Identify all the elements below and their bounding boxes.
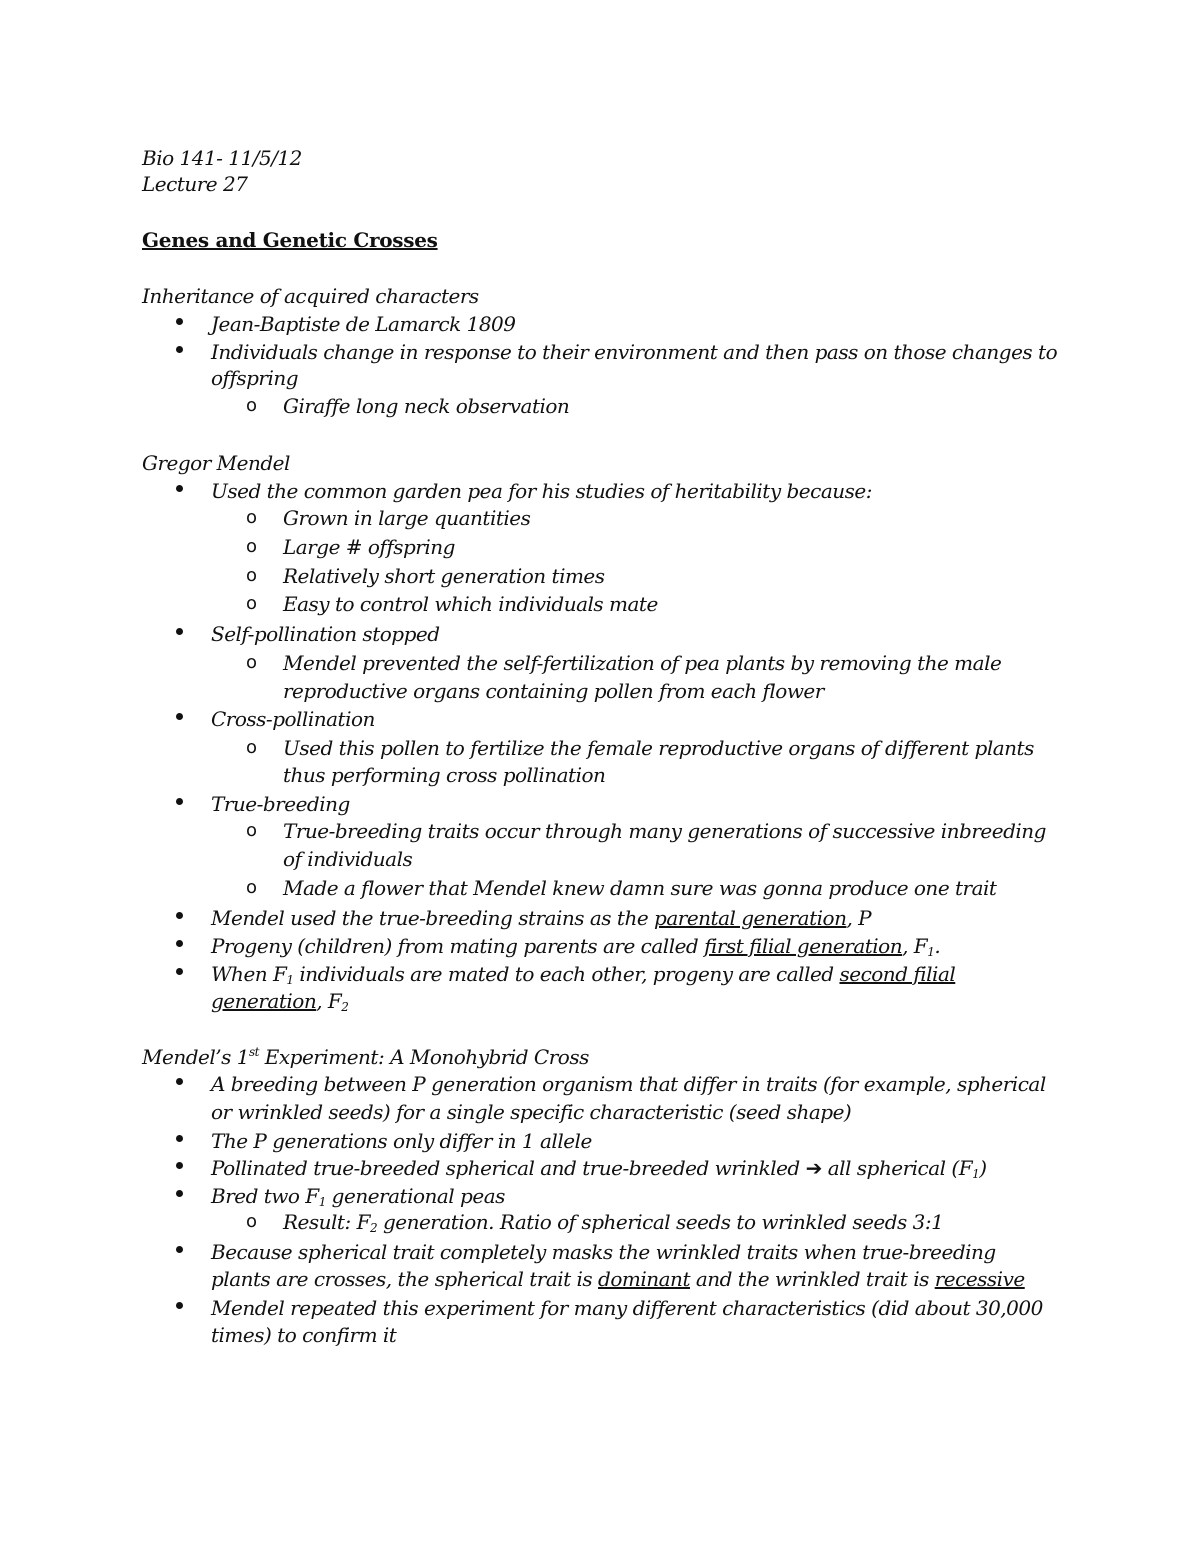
lecture-number: Lecture 27 [142,172,248,196]
bullet-icon [176,1190,183,1197]
list-item: Used the common garden pea for his studies of heritability because: [211,479,872,503]
sub-bullet-icon: o [246,820,258,841]
sub-bullet-icon: o [246,395,258,416]
sub-list-item-continuation: reproductive organs containing pollen from each flower [283,679,824,703]
sub-list-item: Grown in large quantities [283,506,531,530]
sub-list-item: Relatively short generation times [283,564,605,588]
list-item-continuation: times) to confirm it [211,1323,397,1347]
right-arrow-icon: ➔ [805,1156,822,1180]
list-item: Progeny (children) from mating parents are called first filial generation, $F_1$. [211,934,941,959]
bullet-icon [176,968,183,975]
bullet-icon [176,318,183,325]
document-title: Genes and Genetic Crosses [142,228,438,252]
list-item: Cross-pollination [211,707,375,731]
list-item-continuation: or wrinkled seeds) for a single specific characteristic (seed shape) [211,1100,852,1124]
sub-bullet-icon: o [246,565,258,586]
sub-list-item-continuation: thus performing cross pollination [283,763,606,787]
sub-bullet-icon: o [246,536,258,557]
section-heading-lamarck: Inheritance of acquired characters [142,284,479,308]
bullet-icon [176,940,183,947]
sub-list-item: Used this pollen to fertilize the female reproductive organs of different plants [283,736,1034,760]
bullet-icon [176,1246,183,1253]
bullet-icon [176,628,183,635]
list-item: Bred two $F_1$ generational peas [211,1184,505,1209]
list-item: Self-pollination stopped [211,622,440,646]
sub-list-item: Mendel prevented the self-fertilization of pea plants by removing the male [283,651,1002,675]
list-item: When $F_1$ individuals are mated to each other, progeny are called second filial [211,962,956,987]
bullet-icon [176,485,183,492]
list-item-continuation: generation, $F_2$ [211,989,349,1014]
section-heading-mendel: Gregor Mendel [142,451,290,475]
course-date: Bio 141- 11/5/12 [142,146,302,170]
sub-bullet-icon: o [246,737,258,758]
bullet-icon [176,346,183,353]
list-item: True-breeding [211,792,350,816]
sub-list-item: Giraffe long neck observation [283,394,570,418]
bullet-icon [176,713,183,720]
bullet-icon [176,1302,183,1309]
sub-list-item: Made a flower that Mendel knew damn sure was gonna produce one trait [283,876,997,900]
sub-list-item: Result: $F_2$ generation. Ratio of spherical seeds to wrinkled seeds 3:1 [283,1210,944,1235]
bullet-icon [176,1162,183,1169]
section-heading-experiment: Mendel’s 1st Experiment: A Monohybrid Cross [142,1045,589,1069]
list-item-continuation: plants are crosses, the spherical trait is dominant and the wrinkled trait is recessive [211,1267,1025,1291]
sub-list-item-continuation: of individuals [283,847,413,871]
list-item: Pollinated true-breeded spherical and true-breeded wrinkled ➔ all spherical $(F_1)$ [211,1156,987,1181]
bullet-icon [176,798,183,805]
bullet-icon [176,1078,183,1085]
sub-bullet-icon: o [246,652,258,673]
sub-bullet-icon: o [246,507,258,528]
list-item: Individuals change in response to their environment and then pass on those changes to [211,340,1058,364]
list-item: A breeding between P generation organism that differ in traits (for example, spherical [211,1072,1046,1096]
sub-list-item: Easy to control which individuals mate [283,592,658,616]
bullet-icon [176,1135,183,1142]
list-item: Mendel repeated this experiment for many different characteristics (did about 30,000 [211,1296,1043,1320]
bullet-icon [176,912,183,919]
list-item: Mendel used the true-breeding strains as the parental generation, P [211,906,872,930]
list-item: Because spherical trait completely masks the wrinkled traits when true-breeding [211,1240,996,1264]
sub-bullet-icon: o [246,1211,258,1232]
list-item: The P generations only differ in 1 allele [211,1129,592,1153]
sub-bullet-icon: o [246,877,258,898]
list-item-continuation: offspring [211,366,299,390]
sub-list-item: True-breeding traits occur through many generations of successive inbreeding [283,819,1046,843]
list-item: Jean-Baptiste de Lamarck 1809 [211,312,516,336]
sub-list-item: Large # offspring [283,535,455,559]
sub-bullet-icon: o [246,593,258,614]
